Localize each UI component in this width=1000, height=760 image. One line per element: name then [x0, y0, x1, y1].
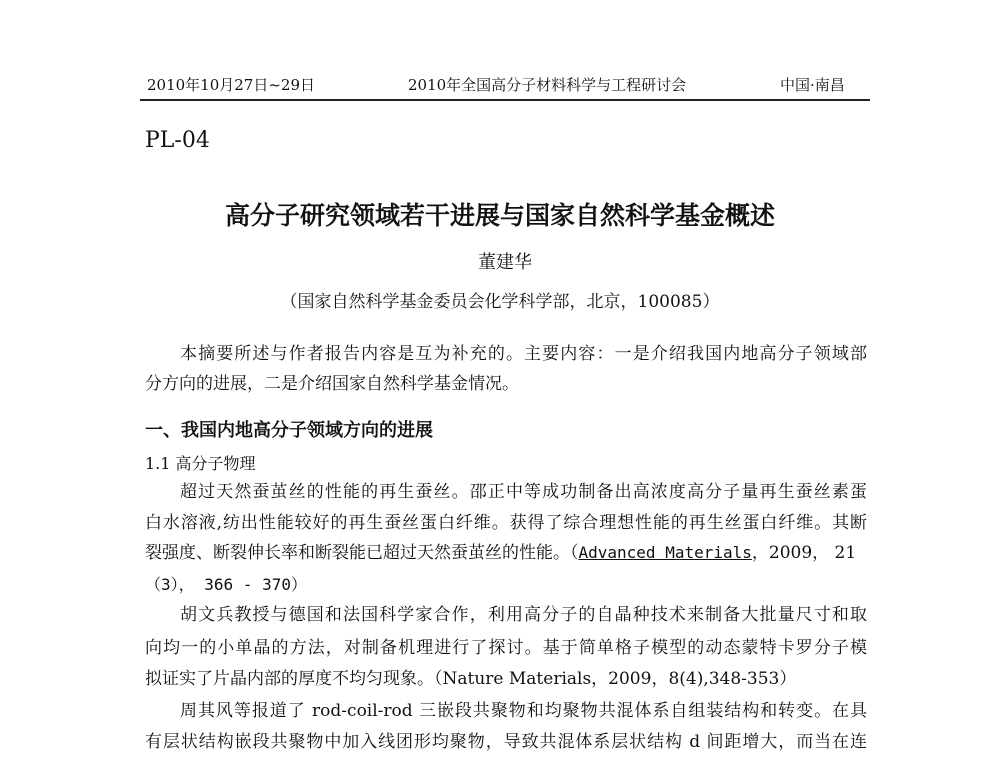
affiliation: （国家自然科学基金委员会化学科学部，北京，100085）	[280, 292, 720, 312]
text: 裂强度、断裂伸长率和断裂能已超过天然蚕茧丝的性能。（	[145, 543, 579, 563]
header-date: 2010年10月27日~29日	[147, 76, 316, 94]
header-location: 中国·南昌	[780, 76, 845, 94]
paragraph-line: 超过天然蚕茧丝的性能的再生蚕丝。邵正中等成功制备出高浓度高分子量再生蚕丝素蛋	[180, 482, 867, 502]
paragraph-line: 周其风等报道了 rod-coil-rod 三嵌段共聚物和均聚物共混体系自组装结构和转变。在具	[180, 701, 867, 721]
section-heading: 一、我国内地高分子领域方向的进展	[145, 420, 433, 441]
paragraph-line: 拟证实了片晶内部的厚度不均匀现象。（Nature Materials，2009，8(4),348-353）	[145, 669, 797, 689]
paragraph-line: （3）， 366 - 370）	[145, 575, 307, 594]
text: ，2009， 21	[751, 543, 857, 563]
paragraph-line: 胡文兵教授与德国和法国科学家合作，利用高分子的自晶种技术来制备大批量尺寸和取	[180, 605, 867, 625]
paragraph-line: 有层状结构嵌段共聚物中加入线团形均聚物，导致共混体系层状结构 d 间距增大，而当在连	[145, 732, 867, 752]
paragraph-line: 向均一的小单晶的方法，对制备机理进行了探讨。基于简单格子模型的动态蒙特卡罗分子模	[145, 638, 867, 658]
paragraph-line	[145, 542, 867, 564]
paper-id: PL-04	[145, 128, 210, 153]
header-rule	[140, 99, 870, 101]
header-conference: 2010年全国高分子材料科学与工程研讨会	[408, 76, 687, 94]
subsection-heading: 1.1 高分子物理	[145, 454, 256, 473]
journal-link[interactable]: Advanced Materials	[578, 543, 752, 562]
abstract-line: 分方向的进展，二是介绍国家自然科学基金情况。	[145, 374, 519, 394]
author: 董建华	[478, 252, 532, 273]
paper-title: 高分子研究领域若干进展与国家自然科学基金概述	[224, 201, 775, 230]
abstract-line: 本摘要所述与作者报告内容是互为补充的。主要内容：一是介绍我国内地高分子领域部	[180, 344, 867, 364]
paragraph-line: 白水溶液,纺出性能较好的再生蚕丝蛋白纤维。获得了综合理想性能的再生丝蛋白纤维。其断	[145, 513, 867, 533]
